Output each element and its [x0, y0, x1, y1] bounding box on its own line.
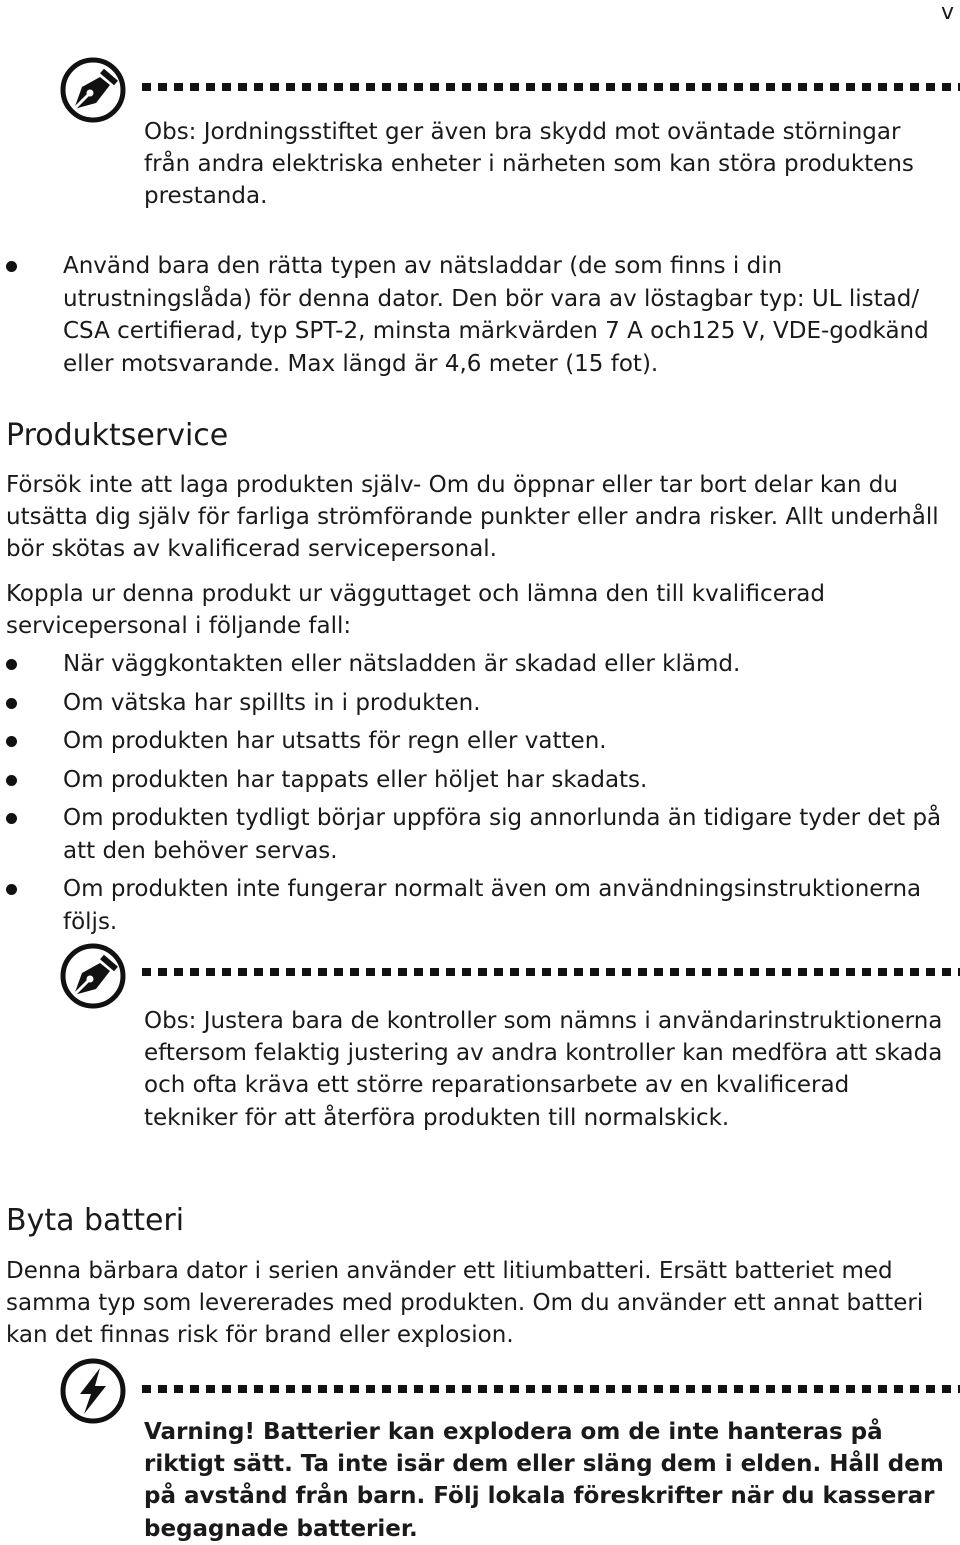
note-top [144, 116, 944, 213]
service-paragraph-2: Koppla ur denna produkt ur vägguttaget och lämna den till kvalificerad servicepersonal i följande fall: [6, 581, 825, 640]
bullet-icon [6, 659, 17, 670]
note-mid-label: Obs: [144, 1008, 197, 1034]
list-item [0, 648, 960, 681]
page-number: v [940, 0, 954, 25]
bullet-icon [6, 698, 17, 709]
bullet-icon [6, 775, 17, 786]
list-item [0, 802, 960, 867]
bullet-icon [6, 813, 17, 824]
service-bullet-list [0, 648, 960, 938]
note-mid-text: Justera bara de kontroller som nämns i användarinstruktionerna eftersom felaktig justering av andra kontroller kan medföra att skada och ofta kräva ett större reparationsarbete av en kvalificerad tekniker för att återföra produkten till normalskick. [144, 1008, 943, 1131]
service-item-text: Om vätska har spillts in i produkten. [63, 689, 481, 716]
warning-text: Batterier kan explodera om de inte hanteras på riktigt sätt. Ta inte isär dem eller släng dem i elden. Håll dem på avstånd från barn. Följ lokala föreskrifter när du kasserar begagnade batterier. [144, 1419, 944, 1542]
bullet-icon [6, 736, 17, 747]
service-item-text: Om produkten inte fungerar normalt även om användningsinstruktionerna följs. [63, 876, 922, 935]
note-top-text: Jordningsstiftet ger även bra skydd mot oväntade störningar från andra elektriska enheter i närheten som kan störa produktens prestanda. [144, 119, 914, 210]
service-item-text: Om produkten har tappats eller höljet har skadats. [63, 766, 648, 793]
list-item [0, 725, 960, 758]
cord-bullet-list [0, 250, 960, 380]
battery-paragraph: Denna bärbara dator i serien använder ett litiumbatteri. Ersätt batteriet med samma typ som levererades med produkten. Om du använder ett annat batteri kan det finnas risk för brand eller explosion. [6, 1258, 924, 1349]
warning-note [144, 1416, 944, 1545]
warning-divider [142, 1385, 960, 1393]
bullet-icon [6, 261, 17, 272]
service-paragraph-1: Försök inte att laga produkten själv- Om du öppnar eller tar bort delar kan du utsätta dig själv för farliga strömförande punkter eller andra risker. Allt underhåll bör skötas av kvalificerad servicepersonal. [6, 472, 939, 563]
service-item-text: När väggkontakten eller nätsladden är skadad eller klämd. [63, 651, 741, 677]
bullet-cord-text: Använd bara den rätta typen av nätsladdar (de som finns i din utrustningslåda) för denna dator. Den bör vara av löstagbar typ: UL listad/ CSA certifierad, typ SPT-2, minsta märkvärden 7 A och125 V, VDE-godkänd eller motsvarande. Max längd är 4,6 meter (15 fot). [63, 253, 929, 377]
section-heading-byta-batteri: Byta batteri [6, 1203, 185, 1238]
warning-label: Varning! [144, 1419, 255, 1445]
warning-lightning-icon [60, 1358, 126, 1424]
note-divider [142, 968, 960, 976]
note-pen-icon [60, 943, 126, 1009]
note-divider [142, 83, 960, 91]
section-heading-produktservice: Produktservice [6, 418, 229, 453]
note-top-label: Obs: [144, 119, 197, 145]
service-item-text: Om produkten tydligt börjar uppföra sig annorlunda än tidigare tyder det på att den behöver servas. [63, 805, 942, 864]
list-item [0, 764, 960, 797]
list-item [0, 873, 960, 938]
service-item-text: Om produkten har utsatts för regn eller vatten. [63, 728, 607, 754]
bullet-icon [6, 884, 17, 895]
note-pen-icon [60, 57, 126, 123]
list-item [0, 687, 960, 720]
note-mid [144, 1005, 944, 1134]
list-item [0, 250, 960, 380]
